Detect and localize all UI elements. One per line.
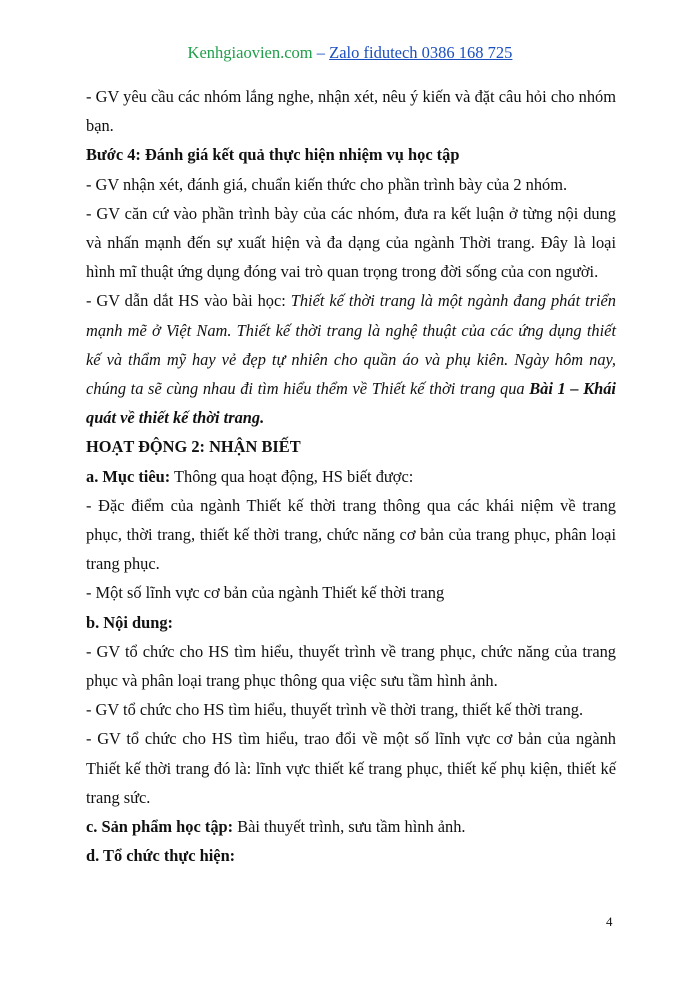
product-text: Bài thuyết trình, sưu tầm hình ảnh.: [233, 817, 466, 837]
objective-line: [86, 462, 616, 491]
lesson-title: Bài 1 – Khái quát về thiết kế thời trang.: [86, 379, 616, 428]
content-item-1: - GV tổ chức cho HS tìm hiểu, thuyết trình về trang phục, chức năng của trang phục và phân loại trang phục thông qua việc sưu tầm hình ảnh.: [86, 641, 616, 691]
product-line: [86, 812, 616, 841]
content-item-3: - GV tổ chức cho HS tìm hiểu, trao đổi về một số lĩnh vực cơ bản của ngành Thiết kế thời trang đó là: lĩnh vực thiết kế trang phục, thiết kế phụ kiện, thiết kế trang sức.: [86, 729, 616, 807]
paragraph-group-feedback: - GV yêu cầu các nhóm lắng nghe, nhận xét, nêu ý kiến và đặt câu hỏi cho nhóm bạn.: [86, 87, 616, 136]
paragraph-teacher-review: - GV nhận xét, đánh giá, chuẩn kiến thức cho phần trình bày của 2 nhóm.: [86, 174, 568, 194]
step4-heading: Bước 4: Đánh giá kết quả thực hiện nhiệm vụ học tập: [86, 145, 460, 165]
intro-prefix: - GV dẫn dắt HS vào bài học:: [86, 291, 291, 311]
objective-text: Thông qua hoạt động, HS biết được:: [170, 466, 414, 486]
page-number: 4: [606, 914, 613, 929]
paragraph-conclusion: - GV căn cứ vào phần trình bày của các nhóm, đưa ra kết luận ở từng nội dung và nhấn mạnh đến sự xuất hiện và đa dạng của ngành Thời trang. Đây là loại hình mĩ thuật ứng dụng đóng vai trò quan trọng trong đời sống của con người.: [86, 203, 616, 282]
content-item-2: - GV tổ chức cho HS tìm hiểu, thuyết trình về thời trang, thiết kế thời trang.: [86, 700, 584, 720]
document-body: [86, 82, 616, 870]
page-header: [0, 42, 700, 64]
objective-item-1: - Đặc điểm của ngành Thiết kế thời trang thông qua các khái niệm về trang phục, thời trang, thiết kế thời trang, chức năng cơ bản của trang phục, phân loại trang phục.: [86, 495, 616, 574]
site-link[interactable]: Kenhgiaovien.com: [187, 43, 313, 62]
zalo-link[interactable]: Zalo fidutech 0386 168 725: [329, 43, 513, 62]
content-label: b. Nội dung:: [86, 612, 173, 632]
header-separator: –: [312, 43, 330, 62]
paragraph-lesson-intro: [86, 286, 616, 432]
organization-label: d. Tổ chức thực hiện:: [86, 846, 236, 866]
objective-label: a. Mục tiêu:: [86, 466, 171, 486]
product-label: c. Sản phẩm học tập:: [86, 817, 234, 837]
objective-item-2: - Một số lĩnh vực cơ bản của ngành Thiết kế thời trang: [86, 583, 445, 603]
activity2-heading: HOẠT ĐỘNG 2: NHẬN BIẾT: [86, 437, 301, 457]
intro-italic: Thiết kế thời trang là một ngành đang phát triển mạnh mẽ ở Việt Nam. Thiết kế thời trang là nghệ thuật của các ứng dụng thiết kế và thẩm mỹ hay vẻ đẹp tự nhiên cho quần áo và phụ kiên. Ngày hôm nay, chúng ta sẽ cùng nhau đi tìm hiểu thểm về Thiết kế thời trang qua: [86, 291, 616, 399]
